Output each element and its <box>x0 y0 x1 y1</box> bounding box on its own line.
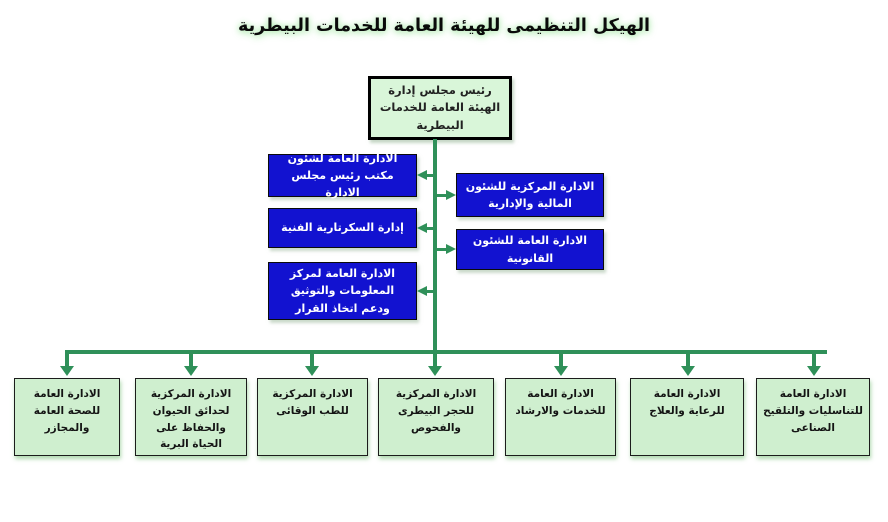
org-node-chairman-office-affairs[interactable] <box>268 151 417 200</box>
org-node-veterinary-quarantine[interactable] <box>378 378 494 456</box>
drop-line <box>189 350 193 367</box>
connector-line <box>427 174 435 177</box>
arrow-down-icon <box>554 366 568 376</box>
connector-line <box>435 248 446 251</box>
connector-line <box>427 227 435 230</box>
arrow-down-icon <box>681 366 695 376</box>
arrow-right-icon <box>446 190 456 200</box>
org-node-label: الادارة العامة للتناسليات والتلقيح الصناعى <box>763 388 863 434</box>
drop-line <box>310 350 314 367</box>
arrow-down-icon <box>305 366 319 376</box>
arrow-down-icon <box>428 366 442 376</box>
drop-line <box>686 350 690 367</box>
drop-line <box>65 350 69 367</box>
org-node-legal-affairs[interactable] <box>456 229 604 270</box>
org-node-financial-admin-affairs[interactable] <box>456 173 604 217</box>
org-node-label: رئيس مجلس إدارة الهيئة العامة للخدمات البيطرية <box>379 83 501 132</box>
org-node-label: الادارة المركزية لحدائق الحيوان والحفاظ على الحياة البرية <box>150 388 232 451</box>
org-node-label: الادارة المركزية للشئون المالية والإدارية <box>465 179 595 210</box>
org-node-label: الادارة المركزية للحجر البيطرى والفحوص <box>395 388 477 434</box>
connector-line <box>427 290 435 293</box>
trunk-line <box>433 139 437 352</box>
drop-line <box>812 350 816 367</box>
org-node-label: الادارة العامة لشئون مكتب رئيس مجلس الادارة <box>287 151 398 200</box>
arrow-left-icon <box>417 286 427 296</box>
arrow-left-icon <box>417 223 427 233</box>
arrow-down-icon <box>807 366 821 376</box>
org-node-label: الادارة العامة للرعاية والعلاج <box>649 388 725 417</box>
page-title: الهيكل التنظيمى للهيئة العامة للخدمات البيطرية <box>237 16 651 36</box>
distribution-line <box>65 350 827 354</box>
org-node-reproduction-artificial-insemination[interactable] <box>756 378 870 456</box>
org-node-services-extension[interactable] <box>505 378 616 456</box>
org-node-chairman[interactable] <box>368 76 512 140</box>
org-node-preventive-medicine[interactable] <box>257 378 368 456</box>
org-node-label: الادارة العامة لمركز المعلومات والتوثيق ودعم اتخاذ القرار <box>289 267 396 315</box>
drop-line <box>433 350 437 367</box>
org-node-label: الادارة المركزية للطب الوقائى <box>272 388 353 417</box>
drop-line <box>559 350 563 367</box>
org-node-zoos-wildlife[interactable] <box>135 378 247 456</box>
org-node-information-center[interactable] <box>268 262 417 320</box>
arrow-down-icon <box>184 366 198 376</box>
connector-line <box>435 194 446 197</box>
arrow-down-icon <box>60 366 74 376</box>
org-node-label: الادارة العامة للصحة العامة والمجازر <box>33 388 101 434</box>
arrow-left-icon <box>417 170 427 180</box>
org-node-technical-secretariat[interactable] <box>268 208 417 248</box>
org-node-public-health-slaughterhouses[interactable] <box>14 378 120 456</box>
org-node-label: الادارة العامة للخدمات والارشاد <box>515 388 606 417</box>
org-node-label: إدارة السكرتارية الفنية <box>281 221 404 235</box>
arrow-right-icon <box>446 244 456 254</box>
org-node-label: الادارة العامة للشئون القانونية <box>472 234 588 265</box>
org-node-care-treatment[interactable] <box>630 378 744 456</box>
